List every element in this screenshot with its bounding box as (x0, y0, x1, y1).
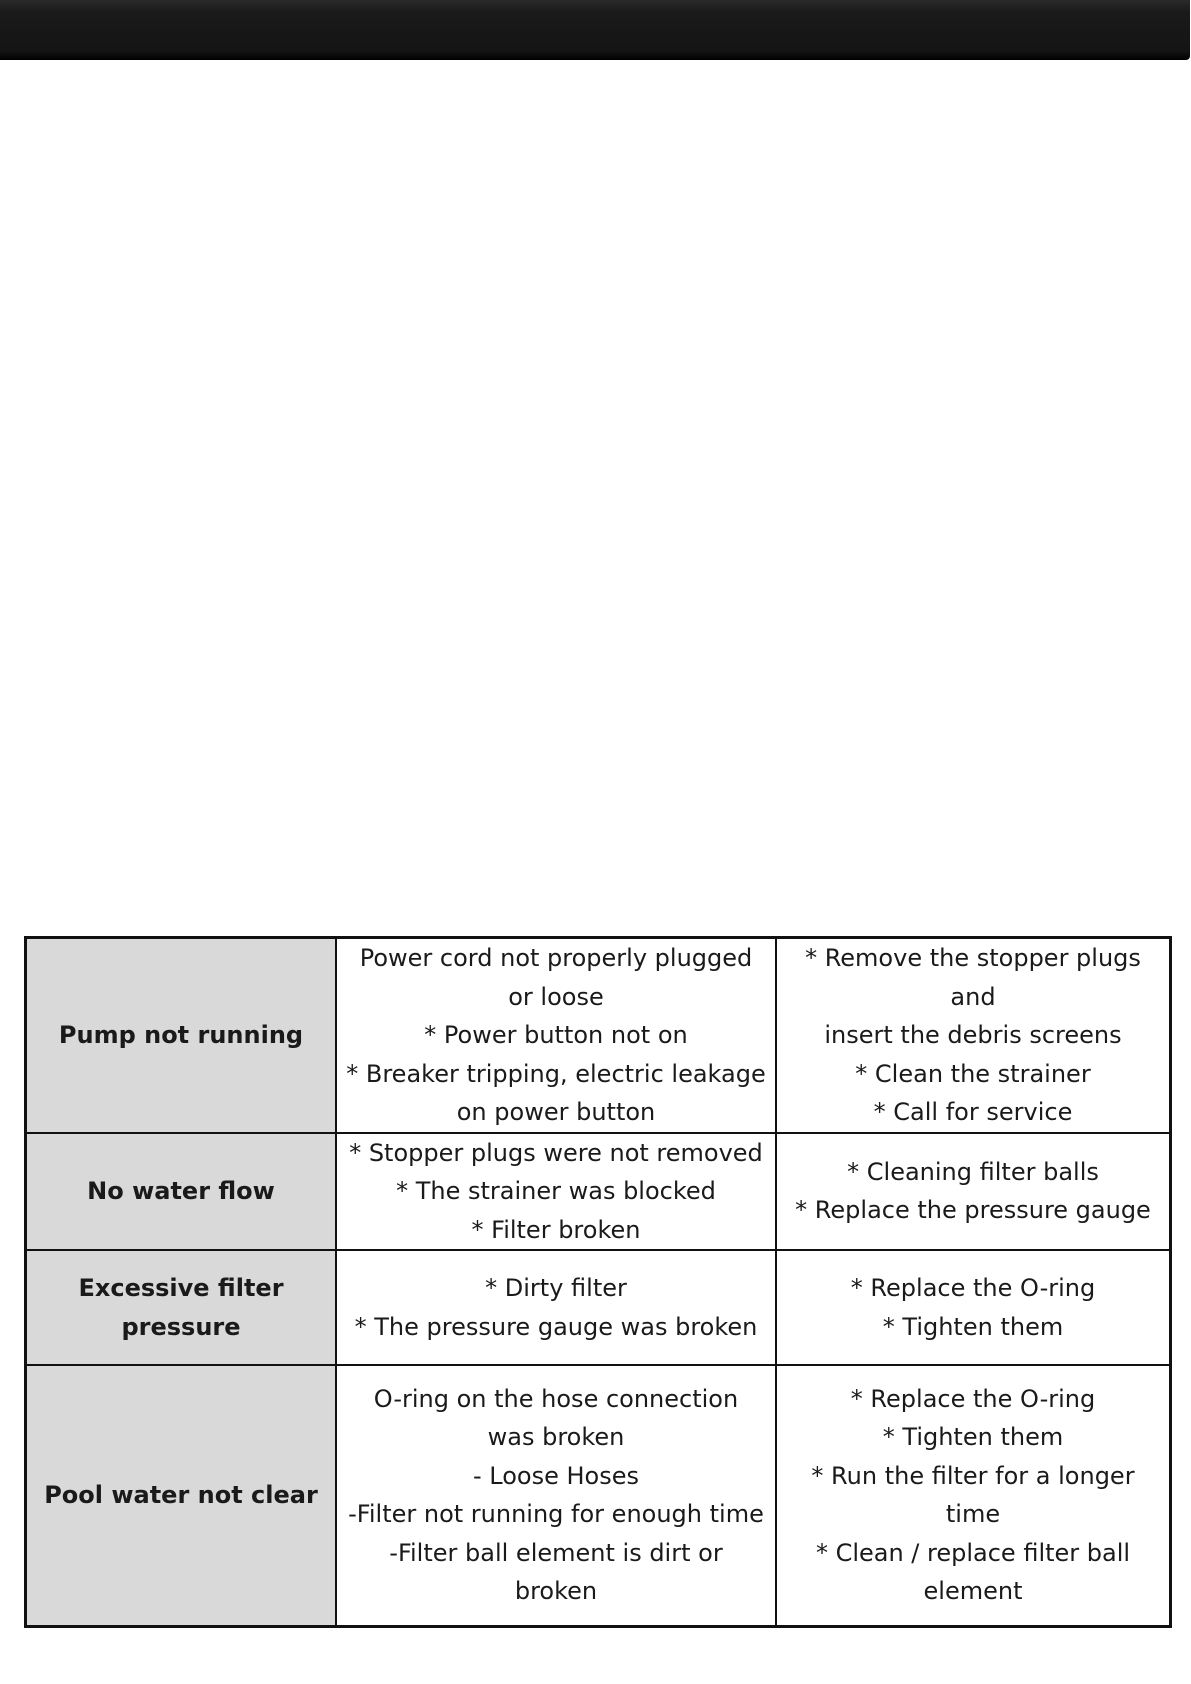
header-bar (0, 0, 1190, 60)
cause-cell: Power cord not properly plugged or loose * Power button not on * Breaker tripping, electric leakage on power button (336, 938, 776, 1133)
table-row (26, 1250, 1171, 1365)
solution-cell: * Replace the O-ring * Tighten them * Run the filter for a longer time * Clean / replace filter ball element (776, 1365, 1171, 1626)
table-row (26, 1133, 1171, 1251)
cause-cell: O-ring on the hose connection was broken - Loose Hoses -Filter not running for enough time -Filter ball element is dirt or broken (336, 1365, 776, 1626)
table-row (26, 938, 1171, 1133)
solution-cell: * Replace the O-ring * Tighten them (776, 1250, 1171, 1365)
troubleshooting-table (24, 936, 1172, 1628)
problem-cell: Pool water not clear (26, 1365, 337, 1626)
cause-cell: * Dirty filter * The pressure gauge was broken (336, 1250, 776, 1365)
problem-cell: Pump not running (26, 938, 337, 1133)
problem-cell: Excessive filter pressure (26, 1250, 337, 1365)
solution-cell: * Cleaning filter balls * Replace the pressure gauge (776, 1133, 1171, 1251)
problem-cell: No water flow (26, 1133, 337, 1251)
solution-cell: * Remove the stopper plugs and insert the debris screens * Clean the strainer * Call for service (776, 938, 1171, 1133)
cause-cell: * Stopper plugs were not removed * The strainer was blocked * Filter broken (336, 1133, 776, 1251)
table-row (26, 1365, 1171, 1626)
